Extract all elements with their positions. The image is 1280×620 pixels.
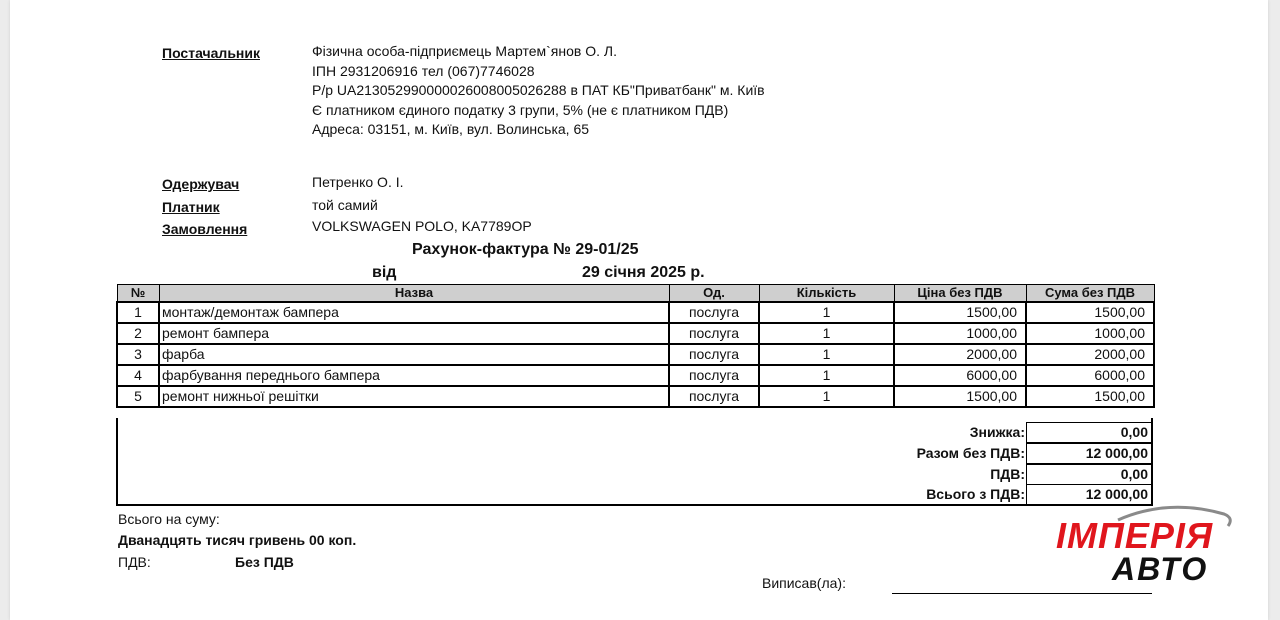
row-number: 3	[117, 344, 159, 365]
row-name: фарба	[159, 344, 669, 365]
row-price: 1500,00	[894, 302, 1026, 323]
totals-label: Разом без ПДВ:	[916, 445, 1025, 461]
col-header-name: Назва	[159, 285, 669, 303]
order-label: Замовлення	[162, 221, 248, 237]
row-unit: послуга	[669, 323, 759, 344]
row-sum: 2000,00	[1026, 344, 1154, 365]
col-header-quantity: Кількість	[759, 285, 894, 303]
totals-row-total	[118, 484, 1153, 504]
invoice-title: Рахунок-фактура № 29-01/25	[412, 241, 639, 258]
row-number: 1	[117, 302, 159, 323]
row-number: 4	[117, 365, 159, 386]
totals-value	[1026, 443, 1153, 464]
order-value: VOLKSWAGEN POLO, KA7789OP	[312, 218, 532, 234]
row-unit: послуга	[669, 386, 759, 407]
totals-row-subtotal	[118, 443, 1153, 463]
logo-text-line1: ІМПЕРІЯ	[1056, 515, 1214, 556]
totals-label: Знижка:	[969, 424, 1025, 440]
invoice-date: 29 січня 2025 р.	[582, 264, 705, 281]
totals-value-text: 12 000,00	[1085, 486, 1148, 502]
invoice-from-label: від	[372, 264, 397, 281]
vat-value: Без ПДВ	[235, 554, 294, 570]
totals-block	[116, 418, 1153, 506]
supplier-line: Є платником єдиного податку 3 групи, 5% (не є платником ПДВ)	[312, 101, 729, 118]
recipient-value: Петренко О. І.	[312, 174, 404, 190]
totals-value-text: 0,00	[1120, 424, 1148, 440]
supplier-line: ІПН 2931206916 тел (067)7746028	[312, 62, 535, 79]
row-quantity: 1	[759, 302, 894, 323]
col-header-sum: Сума без ПДВ	[1026, 285, 1154, 303]
row-price: 6000,00	[894, 365, 1026, 386]
table-row	[117, 344, 1154, 365]
supplier-line: Р/р UA213052990000026008005026288 в ПАТ КБ"Приватбанк" м. Київ	[312, 82, 765, 98]
supplier-line: Адреса: 03151, м. Київ, вул. Волинська, 65	[312, 121, 590, 137]
row-unit: послуга	[669, 365, 759, 386]
row-name: ремонт нижньої решітки	[159, 386, 669, 407]
row-quantity: 1	[759, 365, 894, 386]
row-unit: послуга	[669, 344, 759, 365]
items-table	[116, 284, 1155, 408]
row-quantity: 1	[759, 323, 894, 344]
totals-value	[1026, 422, 1153, 443]
totals-label: Всього з ПДВ:	[926, 486, 1025, 502]
row-quantity: 1	[759, 386, 894, 407]
col-header-unit: Од.	[669, 285, 759, 303]
sum-label: Всього на суму:	[118, 511, 220, 527]
totals-value-text: 12 000,00	[1085, 445, 1148, 461]
row-sum: 1000,00	[1026, 323, 1154, 344]
table-row	[117, 302, 1154, 323]
totals-value	[1026, 464, 1153, 485]
payer-label: Платник	[162, 199, 220, 215]
row-price: 1500,00	[894, 386, 1026, 407]
sum-in-words: Дванадцять тисяч гривень 00 коп.	[118, 532, 357, 548]
row-unit: послуга	[669, 302, 759, 323]
signed-by-label: Виписав(ла):	[762, 575, 846, 591]
logo-swoosh-icon	[1048, 504, 1248, 554]
row-quantity: 1	[759, 344, 894, 365]
vat-label: ПДВ:	[118, 554, 151, 570]
row-sum: 1500,00	[1026, 386, 1154, 407]
table-header-row	[117, 285, 1154, 303]
row-sum: 6000,00	[1026, 365, 1154, 386]
row-number: 2	[117, 323, 159, 344]
signature-line	[892, 593, 1152, 594]
company-logo	[1056, 515, 1214, 587]
supplier-line: Фізична особа-підприємець Мартем`янов О. Л.	[312, 43, 617, 59]
table-row	[117, 323, 1154, 344]
supplier-label: Постачальник	[162, 45, 260, 61]
invoice-sheet	[10, 0, 1268, 620]
row-name: фарбування переднього бампера	[159, 365, 669, 386]
totals-row-vat	[118, 464, 1153, 484]
row-number: 5	[117, 386, 159, 407]
totals-row-discount	[118, 422, 1153, 442]
totals-value-text: 0,00	[1120, 466, 1148, 482]
payer-value: той самий	[312, 197, 378, 213]
row-name: ремонт бампера	[159, 323, 669, 344]
table-row	[117, 365, 1154, 386]
row-price: 2000,00	[894, 344, 1026, 365]
row-sum: 1500,00	[1026, 302, 1154, 323]
totals-label: ПДВ:	[990, 466, 1025, 482]
totals-value	[1026, 484, 1153, 505]
row-price: 1000,00	[894, 323, 1026, 344]
col-header-price: Ціна без ПДВ	[894, 285, 1026, 303]
logo-text-line2: АВТО	[1112, 551, 1209, 587]
table-row	[117, 386, 1154, 407]
col-header-number: №	[117, 285, 159, 303]
row-name: монтаж/демонтаж бампера	[159, 302, 669, 323]
supplier-details	[312, 42, 765, 140]
recipient-label: Одержувач	[162, 176, 240, 192]
